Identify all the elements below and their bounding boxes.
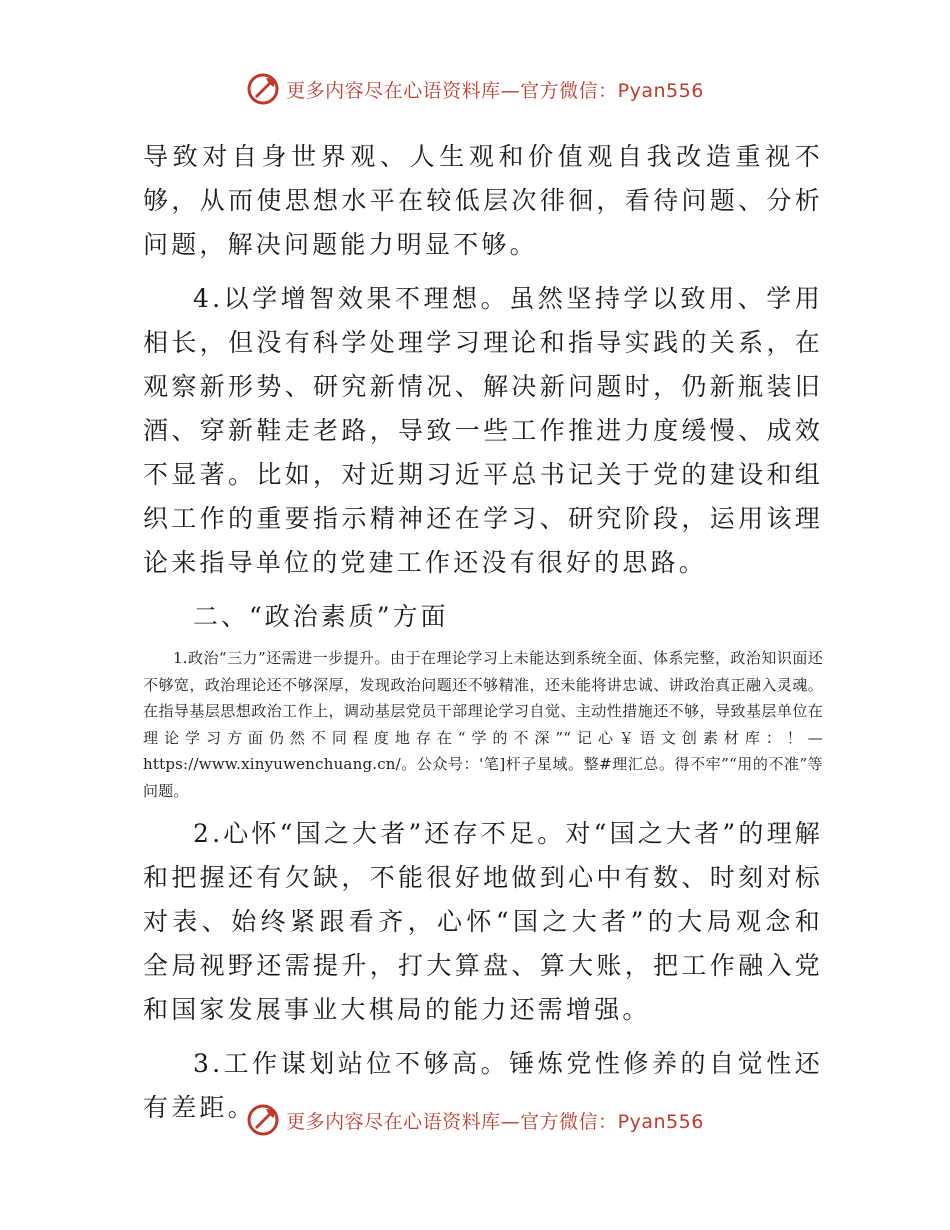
watermark-text: 更多内容尽在心语资料库—官方微信：Pyan556 [286, 1110, 704, 1133]
paragraph-item-1-small: 1.政治“三力”还需进一步提升。由于在理论学习上未能达到系统全面、体系完整，政治知识面还不够宽，政治理论还不够深厚，发现政治问题还不够精准，还未能将讲忠诚、讲政治真正融入灵魂。在指导基层思想政治工作上，调动基层党员干部理论学习自觉、主动性措施还不够，导致基层单位在理论学习方面仍然不同程度地存在“学的不深”“记心￥语文创素材库：！—https://www.xinyuwenchuang.cn/。公众号：'笔]杆子星域。整#理汇总。得不牢”“用的不准”等问题。 [143, 649, 823, 800]
paragraph-item-4: 4.以学增智效果不理想。虽然坚持学以致用、学用相长，但没有科学处理学习理论和指导实践的关系，在观察新形势、研究新情况、解决新问题时，仍新瓶装旧酒、穿新鞋走老路，导致一些工作推进力度缓慢、成效不显著。比如，对近期习近平总书记关于党的建设和组织工作的重要指示精神还在学习、研究阶段，运用该理论来指导单位的党建工作还没有很好的思路。 [143, 284, 823, 577]
quill-logo-icon [246, 72, 280, 106]
paragraph-item-3: 3.工作谋划站位不够高。锤炼党性修养的自觉性还有差距。 [143, 1049, 823, 1122]
quill-logo-icon [246, 1103, 280, 1137]
paragraph-item-2: 2.心怀“国之大者”还存不足。对“国之大者”的理解和把握还有欠缺，不能很好地做到心中有数、时刻对标对表、始终紧跟看齐，心怀“国之大者”的大局观念和全局视野还需提升，打大算盘、算大账，把工作融入党和国家发展事业大棋局的能力还需增强。 [143, 819, 823, 1024]
paragraph-continuation: 导致对自身世界观、人生观和价值观自我改造重视不够，从而使思想水平在较低层次徘徊，看待问题、分析问题，解决问题能力明显不够。 [143, 142, 823, 259]
watermark-text: 更多内容尽在心语资料库—官方微信：Pyan556 [286, 79, 704, 102]
header-watermark [0, 72, 950, 106]
section-heading-political-quality: 二、“政治素质”方面 [193, 602, 449, 631]
document-body [143, 135, 823, 1130]
footer-watermark [0, 1103, 950, 1137]
